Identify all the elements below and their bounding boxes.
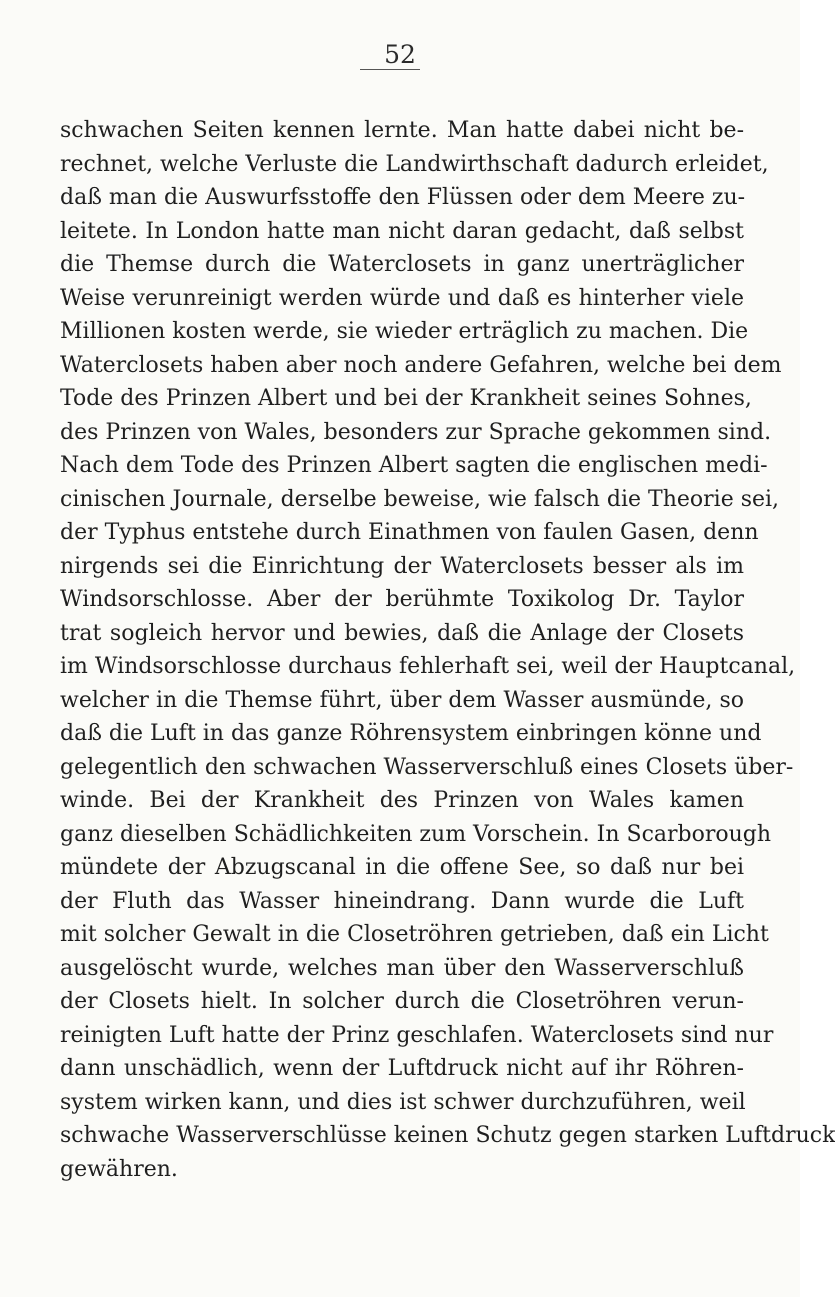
text-line: Windsorschlosse. Aber der berühmte Toxikolog Dr. Taylor	[60, 587, 744, 612]
text-line: Tode des Prinzen Albert und bei der Krankheit seines Sohnes,	[60, 386, 752, 411]
text-line: gelegentlich den schwachen Wasserverschluß eines Closets über-	[60, 754, 794, 780]
text-line: der Typhus entstehe durch Einathmen von faulen Gasen, denn	[60, 520, 759, 545]
text-line: daß die Luft in das ganze Röhrensystem einbringen könne und	[60, 721, 762, 746]
text-line: ganz dieselben Schädlichkeiten zum Vorschein. In Scarborough	[60, 821, 772, 847]
text-line: leitete. In London hatte man nicht daran gedacht, daß selbst	[60, 218, 744, 244]
text-line: system wirken kann, und dies ist schwer durchzuführen, weil	[60, 1089, 746, 1115]
text-line: der Closets hielt. In solcher durch die Closetröhren verun-	[60, 989, 744, 1014]
text-line: Weise verunreinigt werden würde und daß es hinterher viele	[60, 285, 744, 311]
text-line: im Windsorschlosse durchaus fehlerhaft sei, weil der Hauptcanal,	[60, 654, 796, 679]
text-line: trat sogleich hervor und bewies, daß die Anlage der Closets	[60, 620, 744, 646]
text-line: cinischen Journale, derselbe beweise, wie falsch die Theorie sei,	[60, 486, 780, 512]
text-line: dann unschädlich, wenn der Luftdruck nicht auf ihr Röhren-	[60, 1056, 744, 1081]
text-line: nirgends sei die Einrichtung der Waterclosets besser als im	[60, 553, 744, 579]
text-line: welcher in die Themse führt, über dem Wasser ausmünde, so	[60, 687, 744, 713]
text-line: schwachen Seiten kennen lernte. Man hatte dabei nicht be-	[60, 118, 744, 143]
header-rule	[360, 69, 420, 70]
text-line: der Fluth das Wasser hineindrang. Dann wurde die Luft	[60, 888, 744, 914]
text-line: die Themse durch die Waterclosets in ganz unerträglicher	[60, 252, 744, 277]
text-line: winde. Bei der Krankheit des Prinzen von Wales kamen	[60, 788, 744, 813]
text-line: Waterclosets haben aber noch andere Gefahren, welche bei dem	[60, 352, 782, 378]
text-line: reinigten Luft hatte der Prinz geschlafen. Waterclosets sind nur	[60, 1022, 774, 1048]
text-line: ausgelöscht wurde, welches man über den Wasserverschluß	[60, 955, 744, 981]
text-line: Nach dem Tode des Prinzen Albert sagten die englischen medi-	[60, 453, 768, 478]
text-line: Millionen kosten werde, sie wieder erträglich zu machen. Die	[60, 319, 749, 344]
text-line-final: gewähren.	[60, 1156, 178, 1182]
text-line: rechnet, welche Verluste die Landwirthschaft dadurch erleidet,	[60, 151, 769, 177]
text-line: des Prinzen von Wales, besonders zur Sprache gekommen sind.	[60, 419, 772, 445]
text-line: schwache Wasserverschlüsse keinen Schutz gegen starken Luftdruck	[60, 1123, 835, 1148]
text-line: mündete der Abzugscanal in die offene See, so daß nur bei	[60, 855, 744, 880]
body-text	[60, 114, 835, 1186]
page-number: 52	[384, 40, 416, 69]
text-line: mit solcher Gewalt in die Closetröhren getrieben, daß ein Licht	[60, 922, 769, 947]
text-line: daß man die Auswurfsstoffe den Flüssen oder dem Meere zu-	[60, 185, 746, 210]
